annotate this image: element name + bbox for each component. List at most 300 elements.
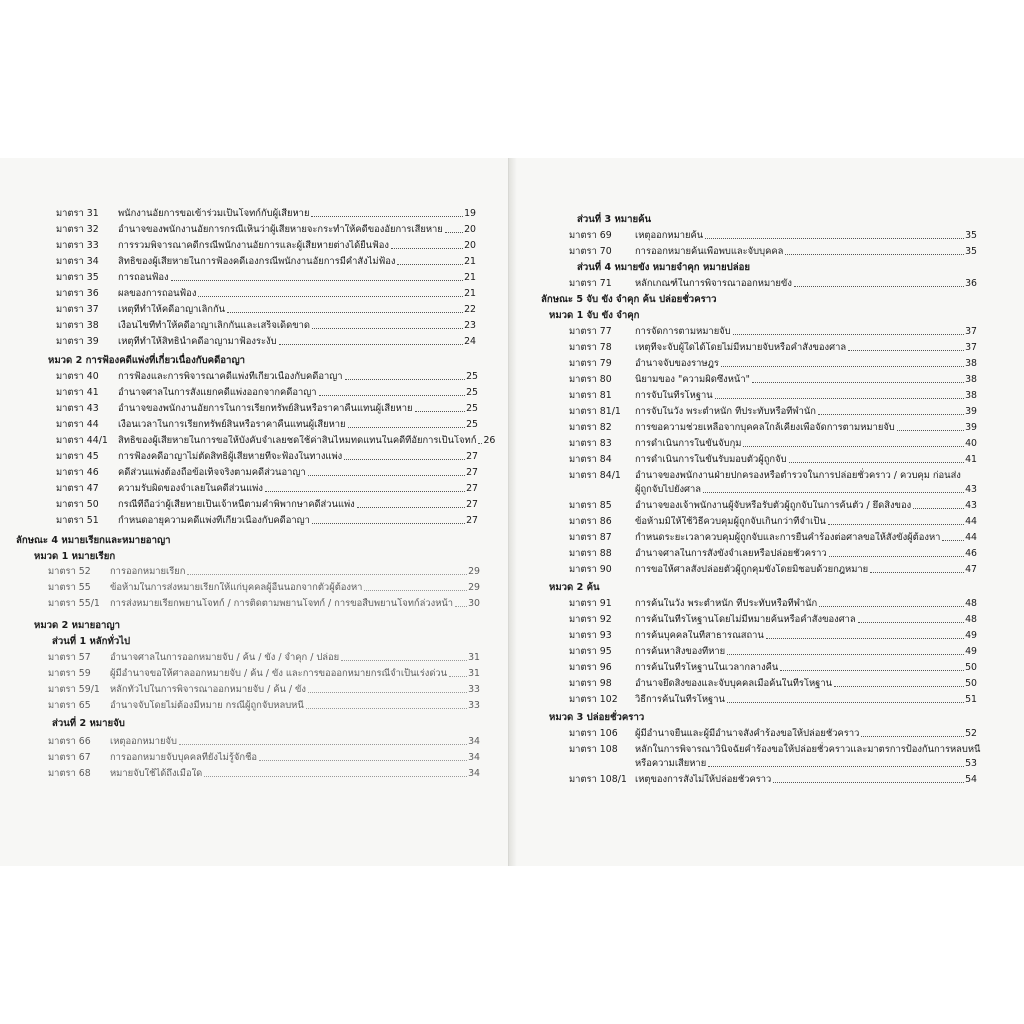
- section-title: การฟ้องคดีอาญาไม่ตัดสิทธิผู้เสียหายที่จะฟ้องในทางแพ่ง: [118, 451, 343, 462]
- section-title: ผู้มีอำนาจขอให้ศาลออกหมายจับ / ค้น / ขัง และการขอออกหมายกรณีจำเป็นเร่งด่วน: [110, 668, 448, 679]
- toc-entry: [569, 516, 977, 528]
- section-number: มาตรา 55/1: [48, 598, 100, 609]
- section-title: ผู้ถูกจับไปยังศาล: [635, 484, 701, 495]
- toc-entry: [569, 564, 977, 576]
- page-number: 48: [965, 614, 977, 625]
- dot-leader: [913, 508, 964, 509]
- toc-entry: [569, 532, 977, 544]
- section-title: ข้อห้ามในการส่งหมายเรียกให้แก่บุคคลผู้อื่นนอกจากตัวผู้ต้องหา: [110, 582, 363, 593]
- dot-leader: [345, 379, 466, 380]
- section-heading: ส่วนที่ 3 หมายค้น: [577, 214, 652, 225]
- toc-entry: [569, 374, 977, 386]
- section-number: มาตรา 55: [48, 582, 91, 593]
- toc-entry: [569, 454, 977, 466]
- toc-entry: [569, 230, 977, 242]
- dot-leader: [319, 395, 465, 396]
- dot-leader: [897, 430, 964, 431]
- toc-entry: [569, 358, 977, 370]
- page-number: 46: [965, 548, 977, 559]
- toc-entry: [569, 406, 977, 418]
- section-title: การดำเนินการในขั้นรับมอบตัวผู้ถูกจับ: [635, 454, 787, 465]
- dot-leader: [834, 686, 964, 687]
- section-number: มาตรา 34: [56, 256, 99, 267]
- section-title: กำหนดอายุความคดีแพ่งที่เกี่ยวเนื่องกับคดีอาญา: [118, 515, 310, 526]
- toc-entry: [569, 614, 977, 626]
- toc-entry: [56, 403, 478, 415]
- right-toc: [509, 158, 1024, 866]
- page-number: 54: [965, 774, 977, 785]
- dot-leader: [364, 590, 467, 591]
- section-number: มาตรา 77: [569, 326, 612, 337]
- dot-leader: [344, 459, 465, 460]
- page-number: 25: [466, 403, 478, 414]
- dot-leader: [306, 708, 467, 709]
- section-number: มาตรา 33: [56, 240, 99, 251]
- toc-entry: [569, 422, 977, 434]
- section-number: มาตรา 44: [56, 419, 99, 430]
- section-title: การออกหมายเรียก: [110, 566, 186, 577]
- dot-leader: [727, 654, 964, 655]
- page-number: 38: [965, 374, 977, 385]
- dot-leader: [828, 524, 964, 525]
- section-number: มาตรา 96: [569, 662, 612, 673]
- toc-entry: [56, 387, 478, 399]
- section-number: มาตรา 35: [56, 272, 99, 283]
- dot-leader: [204, 776, 467, 777]
- section-title: หรือความเสียหาย: [635, 758, 707, 769]
- page-number: 41: [965, 454, 977, 465]
- section-number: มาตรา 92: [569, 614, 612, 625]
- toc-entry: [56, 272, 476, 284]
- section-title: เหตุที่จะจับผู้ใดได้โดยไม่มีหมายจับหรือคำสั่งของศาล: [635, 342, 847, 353]
- page-number: 31: [468, 652, 480, 663]
- section-title: อำนาจศาลในการสั่งแยกคดีแพ่งออกจากคดีอาญา: [118, 387, 317, 398]
- toc-entry: [569, 246, 977, 258]
- dot-leader: [171, 280, 463, 281]
- dot-leader: [752, 382, 964, 383]
- section-title: อำนาจของพนักงานอัยการในการเรียกทรัพย์สินหรือราคาคืนแทนผู้เสียหาย: [118, 403, 413, 414]
- section-number: มาตรา 36: [56, 288, 99, 299]
- toc-entry: [56, 515, 478, 527]
- page-number: 49: [965, 646, 977, 657]
- toc-entry: [48, 768, 480, 780]
- section-title: การค้นหาสิ่งของที่หาย: [635, 646, 726, 657]
- page-number: 43: [965, 500, 977, 511]
- page-number: 44: [965, 532, 977, 543]
- section-title: อำนาจศาลในการออกหมายจับ / ค้น / ขัง / จำคุก / ปล่อย: [110, 652, 340, 663]
- page-number: 27: [466, 499, 478, 510]
- dot-leader: [848, 350, 964, 351]
- section-number: มาตรา 47: [56, 483, 99, 494]
- page-number: 27: [466, 451, 478, 462]
- part-heading: ลักษณะ 5 จับ ขัง จำคุก ค้น ปล่อยชั่วคราว: [541, 294, 717, 305]
- toc-entry: [569, 548, 977, 560]
- page-number: 20: [464, 240, 476, 251]
- page-number: 24: [464, 336, 476, 347]
- page-number: 38: [965, 390, 977, 401]
- section-number: มาตรา 51: [56, 515, 99, 526]
- section-title: อำนาจของพนักงานฝ่ายปกครองหรือตำรวจในการปล่อยชั่วคราว / ควบคุม ก่อนส่ง: [635, 470, 961, 481]
- toc-entry: [48, 684, 480, 696]
- section-number: มาตรา 50: [56, 499, 99, 510]
- dot-leader: [308, 475, 465, 476]
- section-number: มาตรา 86: [569, 516, 612, 527]
- section-number: มาตรา 43: [56, 403, 99, 414]
- section-number: มาตรา 84: [569, 454, 612, 465]
- section-number: มาตรา 46: [56, 467, 99, 478]
- toc-entry: [48, 736, 480, 748]
- page-number: 21: [464, 256, 476, 267]
- dot-leader: [715, 398, 964, 399]
- section-title: คดีส่วนแพ่งต้องถือข้อเท็จจริงตามคดีส่วนอาญา: [118, 467, 306, 478]
- dot-leader: [743, 446, 964, 447]
- chapter-heading: หมวด 1 หมายเรียก: [34, 551, 116, 562]
- right-page: [509, 158, 1024, 866]
- section-title: กรณีที่ถือว่าผู้เสียหายเป็นเจ้าหนี้ตามคำพิพากษาคดีส่วนแพ่ง: [118, 499, 355, 510]
- section-title: หลักทั่วไปในการพิจารณาออกหมายจับ / ค้น / ขัง: [110, 684, 307, 695]
- section-title: หลักในการพิจารณาวินิจฉัยคำร้องขอให้ปล่อยชั่วคราวและมาตรการป้องกันการหลบหนี: [635, 744, 981, 755]
- section-number: มาตรา 71: [569, 278, 612, 289]
- page-number: 50: [965, 678, 977, 689]
- dot-leader: [870, 572, 964, 573]
- page-number: 29: [468, 582, 480, 593]
- section-number: มาตรา 37: [56, 304, 99, 315]
- dot-leader: [445, 232, 463, 233]
- section-number: มาตรา 106: [569, 728, 618, 739]
- section-title: วิธีการค้นในที่รโหฐาน: [635, 694, 725, 705]
- dot-leader: [733, 334, 964, 335]
- section-title: อำนาจศาลในการสั่งขังจำเลยหรือปล่อยชั่วคราว: [635, 548, 827, 559]
- toc-entry: [48, 700, 480, 712]
- page-number: 50: [965, 662, 977, 673]
- toc-entry: [56, 419, 478, 431]
- dot-leader: [449, 676, 467, 677]
- page-number: 19: [464, 208, 476, 219]
- page-number: 43: [965, 484, 977, 495]
- section-title: การส่งหมายเรียกพยานโจทก์ / การติดตามพยานโจทก์ / การขอสืบพยานโจทก์ล่วงหน้า: [110, 598, 454, 609]
- section-number: มาตรา 82: [569, 422, 612, 433]
- section-number: มาตรา 44/1: [56, 435, 108, 446]
- section-number: มาตรา 87: [569, 532, 612, 543]
- page-number: 27: [466, 515, 478, 526]
- section-title: อำนาจของเจ้าพนักงานผู้จับหรือรับตัวผู้ถูกจับในการค้นตัว / ยึดสิ่งของ: [635, 500, 912, 511]
- page-number: 44: [965, 516, 977, 527]
- section-number: มาตรา 108/1: [569, 774, 627, 785]
- section-title: อำนาจจับของราษฎร: [635, 358, 719, 369]
- page-number: 51: [965, 694, 977, 705]
- page-number: 34: [468, 768, 480, 779]
- page-number: 48: [965, 598, 977, 609]
- toc-entry: [569, 438, 977, 450]
- toc-entry: [56, 224, 476, 236]
- page-number: 33: [468, 700, 480, 711]
- section-title: เหตุของการสั่งไม่ให้ปล่อยชั่วคราว: [635, 774, 772, 785]
- toc-entry: [569, 678, 977, 690]
- section-number: มาตรา 65: [48, 700, 91, 711]
- section-title: อำนาจจับโดยไม่ต้องมีหมาย กรณีผู้ถูกจับหลบหนี: [110, 700, 304, 711]
- dot-leader: [312, 328, 463, 329]
- section-title: สิทธิของผู้เสียหายในการฟ้องคดีเองกรณีพนักงานอัยการมีคำสั่งไม่ฟ้อง: [118, 256, 396, 267]
- section-number: มาตรา 84/1: [569, 470, 621, 481]
- dot-leader: [829, 556, 964, 557]
- dot-leader: [179, 744, 467, 745]
- toc-entry: [48, 652, 480, 664]
- dot-leader: [312, 523, 465, 524]
- section-title: การค้นในที่รโหฐานในเวลากลางคืน: [635, 662, 779, 673]
- page-number: 33: [468, 684, 480, 695]
- section-title: อำนาจยึดสิ่งของและจับบุคคลเมื่อค้นในที่รโหฐาน: [635, 678, 833, 689]
- section-number: มาตรา 32: [56, 224, 99, 235]
- section-number: มาตรา 91: [569, 598, 612, 609]
- dot-leader: [785, 254, 964, 255]
- chapter-heading: หมวด 2 หมายอาญา: [34, 620, 120, 631]
- dot-leader: [818, 414, 964, 415]
- page-number: 23: [464, 320, 476, 331]
- dot-leader: [341, 660, 467, 661]
- dot-leader: [789, 462, 964, 463]
- dot-leader: [391, 248, 463, 249]
- page-number: 25: [466, 387, 478, 398]
- toc-entry: [48, 668, 480, 680]
- page-number: 21: [464, 288, 476, 299]
- toc-entry: [569, 278, 977, 290]
- section-number: มาตรา 108: [569, 744, 618, 755]
- page-number: 37: [965, 326, 977, 337]
- left-page: [0, 158, 509, 866]
- section-number: มาตรา 52: [48, 566, 91, 577]
- toc-entry-continuation: [635, 758, 977, 770]
- toc-entry: [56, 320, 476, 332]
- section-number: มาตรา 81/1: [569, 406, 621, 417]
- dot-leader: [705, 238, 964, 239]
- section-title: การออกหมายจับบุคคลที่ยังไม่รู้จักชื่อ: [110, 752, 258, 763]
- dot-leader: [942, 540, 964, 541]
- toc-entry: [569, 500, 977, 512]
- toc-entry: [56, 288, 476, 300]
- section-number: มาตรา 81: [569, 390, 612, 401]
- section-title: การถอนฟ้อง: [118, 272, 169, 283]
- section-number: มาตรา 79: [569, 358, 612, 369]
- page-number: 35: [965, 246, 977, 257]
- page-number: 25: [466, 419, 478, 430]
- section-title: นิยามของ "ความผิดซึ่งหน้า": [635, 374, 750, 385]
- section-number: มาตรา 80: [569, 374, 612, 385]
- toc-entry: [569, 342, 977, 354]
- chapter-heading: หมวด 2 ค้น: [549, 582, 600, 593]
- section-number: มาตรา 38: [56, 320, 99, 331]
- section-title: หมายจับใช้ได้ถึงเมื่อใด: [110, 768, 203, 779]
- toc-entry: [48, 566, 480, 578]
- section-number: มาตรา 83: [569, 438, 612, 449]
- page-number: 37: [965, 342, 977, 353]
- dot-leader: [357, 507, 465, 508]
- toc-entry: [56, 240, 476, 252]
- page-number: 22: [464, 304, 476, 315]
- dot-leader: [198, 296, 463, 297]
- dot-leader: [766, 638, 964, 639]
- section-title: กำหนดระยะเวลาควบคุมผู้ถูกจับและการยื่นคำร้องต่อศาลขอให้สั่งขังผู้ต้องหา: [635, 532, 941, 543]
- dot-leader: [455, 606, 467, 607]
- dot-leader: [397, 264, 463, 265]
- section-title: สิทธิของผู้เสียหายในการขอให้บังคับจำเลยชดใช้ค่าสินไหมทดแทนในคดีที่อัยการเป็นโจทก์: [118, 435, 477, 446]
- page-number: 39: [965, 422, 977, 433]
- page-number: 49: [965, 630, 977, 641]
- section-number: มาตรา 93: [569, 630, 612, 641]
- left-toc: [0, 158, 508, 866]
- dot-leader: [187, 574, 467, 575]
- toc-entry: [56, 208, 476, 220]
- dot-leader: [415, 411, 465, 412]
- section-number: มาตรา 66: [48, 736, 91, 747]
- page-number: 34: [468, 736, 480, 747]
- page-number: 40: [965, 438, 977, 449]
- dot-leader: [311, 216, 463, 217]
- toc-entry: [56, 304, 476, 316]
- dot-leader: [259, 760, 467, 761]
- section-number: มาตรา 98: [569, 678, 612, 689]
- section-number: มาตรา 39: [56, 336, 99, 347]
- section-number: มาตรา 57: [48, 652, 91, 663]
- chapter-heading: หมวด 3 ปล่อยชั่วคราว: [549, 712, 645, 723]
- page-number: 27: [466, 467, 478, 478]
- page-number: 52: [965, 728, 977, 739]
- section-title: เหตุที่ทำให้คดีอาญาเลิกกัน: [118, 304, 226, 315]
- toc-entry: [569, 598, 977, 610]
- dot-leader: [478, 443, 482, 444]
- dot-leader: [703, 492, 964, 493]
- section-title: การขอให้ศาลสั่งปล่อยตัวผู้ถูกคุมขังโดยมิชอบด้วยกฎหมาย: [635, 564, 869, 575]
- section-title: การจับในวัง พระตำหนัก ที่ประทับหรือที่พำนัก: [635, 406, 816, 417]
- section-title: การดำเนินการในขั้นจับกุม: [635, 438, 742, 449]
- page-number: 35: [965, 230, 977, 241]
- dot-leader: [858, 622, 964, 623]
- chapter-heading: หมวด 1 จับ ขัง จำคุก: [549, 310, 640, 321]
- page-number: 53: [965, 758, 977, 769]
- section-title: การรวมพิจารณาคดีกรณีพนักงานอัยการและผู้เสียหายต่างได้ยื่นฟ้อง: [118, 240, 389, 251]
- dot-leader: [861, 736, 964, 737]
- section-number: มาตรา 31: [56, 208, 99, 219]
- dot-leader: [308, 692, 467, 693]
- toc-entry: [56, 483, 478, 495]
- section-number: มาตรา 45: [56, 451, 99, 462]
- dot-leader: [708, 766, 964, 767]
- page-number: 38: [965, 358, 977, 369]
- section-title: การจับในที่รโหฐาน: [635, 390, 713, 401]
- toc-entry-continuation: [635, 484, 977, 496]
- toc-entry: [569, 694, 977, 706]
- dot-leader: [780, 670, 964, 671]
- section-title: เหตุที่ทำให้สิทธินำคดีอาญามาฟ้องระงับ: [118, 336, 277, 347]
- page-number: 29: [468, 566, 480, 577]
- section-title: พนักงานอัยการขอเข้าร่วมเป็นโจทก์กับผู้เสียหาย: [118, 208, 310, 219]
- chapter-heading: หมวด 2 การฟ้องคดีแพ่งที่เกี่ยวเนื่องกับคดีอาญา: [48, 355, 246, 366]
- section-title: ข้อห้ามมิให้ใช้วิธีควบคุมผู้ถูกจับเกินกว่าที่จำเป็น: [635, 516, 826, 527]
- dot-leader: [279, 344, 463, 345]
- section-title: อำนาจของพนักงานอัยการกรณีเห็นว่าผู้เสียหายจะกระทำให้คดีของอัยการเสียหาย: [118, 224, 443, 235]
- toc-entry: [56, 467, 478, 479]
- section-number: มาตรา 41: [56, 387, 99, 398]
- section-number: มาตรา 102: [569, 694, 618, 705]
- section-title: ผู้มีอำนาจยื่นและผู้มีอำนาจสั่งคำร้องขอให้ปล่อยชั่วคราว: [635, 728, 860, 739]
- dot-leader: [727, 702, 964, 703]
- section-title: เงื่อนเวลาในการเรียกทรัพย์สินหรือราคาคืนแทนผู้เสียหาย: [118, 419, 346, 430]
- section-number: มาตรา 40: [56, 371, 99, 382]
- section-number: มาตรา 88: [569, 548, 612, 559]
- page-number: 47: [965, 564, 977, 575]
- toc-entry: [56, 371, 478, 383]
- page-number: 39: [965, 406, 977, 417]
- section-number: มาตรา 67: [48, 752, 91, 763]
- toc-entry: [48, 752, 480, 764]
- toc-entry: [569, 326, 977, 338]
- section-heading: ส่วนที่ 2 หมายจับ: [52, 718, 125, 729]
- page-number: 34: [468, 752, 480, 763]
- section-title: เหตุออกหมายจับ: [110, 736, 177, 747]
- toc-entry: [569, 728, 977, 740]
- page-number: 21: [464, 272, 476, 283]
- page-number: 36: [965, 278, 977, 289]
- page-number: 20: [464, 224, 476, 235]
- toc-entry: [56, 336, 476, 348]
- toc-entry: [48, 598, 480, 610]
- section-title: การค้นในที่รโหฐานโดยไม่มีหมายค้นหรือคำสั่งของศาล: [635, 614, 856, 625]
- section-title: การค้นในวัง พระตำหนัก ที่ประทับหรือที่พำนัก: [635, 598, 818, 609]
- section-title: ผลของการถอนฟ้อง: [118, 288, 197, 299]
- section-number: มาตรา 59/1: [48, 684, 100, 695]
- part-heading: ลักษณะ 4 หมายเรียกและหมายอาญา: [16, 535, 171, 546]
- section-number: มาตรา 78: [569, 342, 612, 353]
- toc-entry: [569, 630, 977, 642]
- toc-entry: [569, 646, 977, 658]
- toc-entry: [56, 256, 476, 268]
- page-number: 30: [468, 598, 480, 609]
- page-number: 26: [483, 435, 496, 446]
- section-number: มาตรา 70: [569, 246, 612, 257]
- toc-entry: [56, 451, 478, 463]
- section-title: ความรับผิดของจำเลยในคดีส่วนแพ่ง: [118, 483, 263, 494]
- section-title: หลักเกณฑ์ในการพิจารณาออกหมายขัง: [635, 278, 792, 289]
- toc-entry: [56, 499, 478, 511]
- dot-leader: [819, 606, 964, 607]
- toc-entry: [56, 435, 496, 447]
- page-number: 31: [468, 668, 480, 679]
- section-heading: ส่วนที่ 1 หลักทั่วไป: [52, 636, 131, 647]
- section-title: การจัดการตามหมายจับ: [635, 326, 731, 337]
- section-number: มาตรา 95: [569, 646, 612, 657]
- section-title: เหตุออกหมายค้น: [635, 230, 704, 241]
- section-number: มาตรา 68: [48, 768, 91, 779]
- dot-leader: [227, 312, 463, 313]
- section-title: การค้นบุคคลในที่สาธารณสถาน: [635, 630, 764, 641]
- toc-entry: [569, 390, 977, 402]
- section-number: มาตรา 90: [569, 564, 612, 575]
- toc-entry: [48, 582, 480, 594]
- dot-leader: [721, 366, 964, 367]
- section-heading: ส่วนที่ 4 หมายขัง หมายจำคุก หมายปล่อย: [577, 262, 750, 273]
- section-title: เงื่อนไขที่ทำให้คดีอาญาเลิกกันและเสร็จเด็ดขาด: [118, 320, 310, 331]
- section-title: การออกหมายค้นเพื่อพบและจับบุคคล: [635, 246, 784, 257]
- toc-entry: [569, 662, 977, 674]
- dot-leader: [348, 427, 465, 428]
- section-number: มาตรา 59: [48, 668, 91, 679]
- section-title: การฟ้องและการพิจารณาคดีแพ่งที่เกี่ยวเนื่องกับคดีอาญา: [118, 371, 343, 382]
- page-number: 27: [466, 483, 478, 494]
- toc-entry: [569, 774, 977, 786]
- section-number: มาตรา 69: [569, 230, 612, 241]
- section-number: มาตรา 85: [569, 500, 612, 511]
- dot-leader: [773, 782, 964, 783]
- dot-leader: [265, 491, 465, 492]
